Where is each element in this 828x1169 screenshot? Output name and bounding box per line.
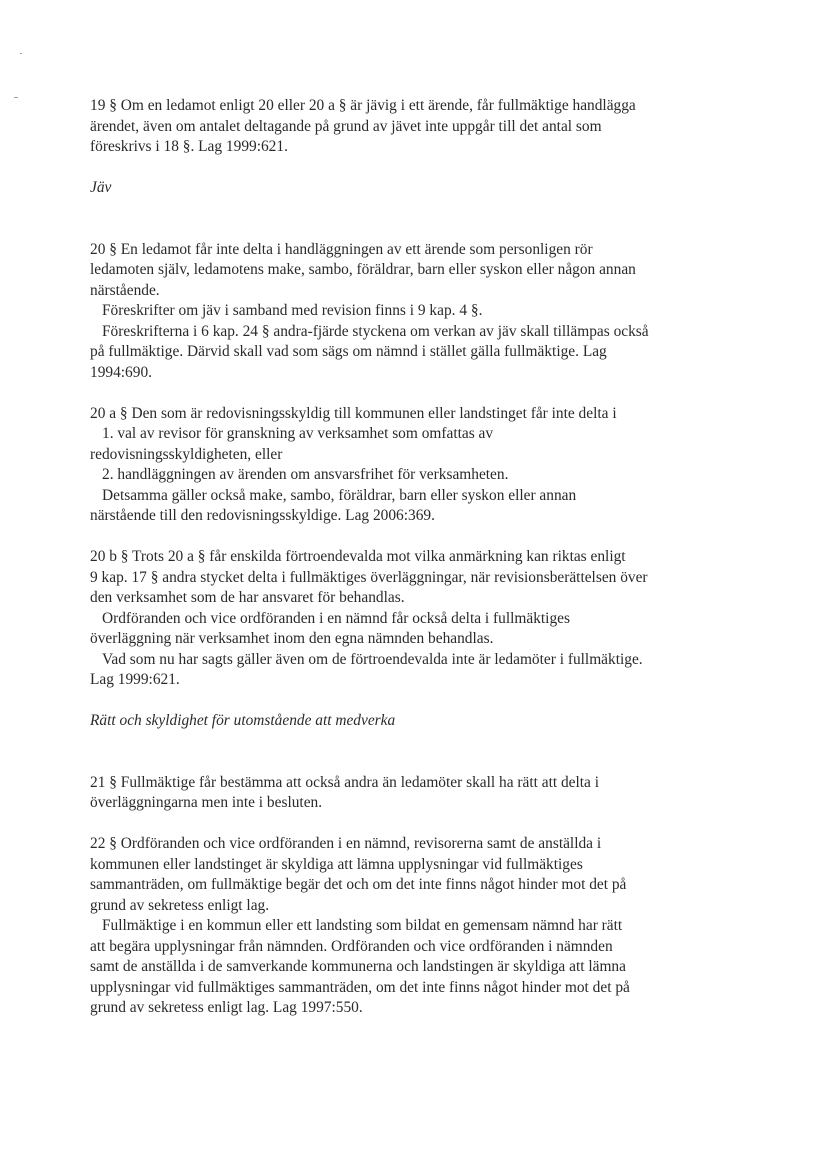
paragraph-gap	[90, 383, 730, 404]
paragraph	[90, 547, 730, 691]
text-line: 9 kap. 17 § andra stycket delta i fullmäktiges överläggningar, när revisionsberättelsen över	[90, 568, 648, 586]
text-line: överläggningarna men inte i besluten.	[90, 794, 323, 811]
text-line: 22 § Ordföranden och vice ordföranden i en nämnd, revisorerna samt de anställda i	[90, 835, 602, 852]
document-body	[90, 96, 730, 1019]
paragraph-gap	[90, 691, 730, 712]
text-line: 20 b § Trots 20 a § får enskilda förtroendevalda mot vilka anmärkning kan riktas enligt	[90, 548, 626, 565]
paragraph	[90, 834, 730, 1019]
text-line: 19 § Om en ledamot enligt 20 eller 20 a § är jävig i ett ärende, får fullmäktige handlägga	[90, 97, 636, 114]
text-line: Fullmäktige i en kommun eller ett landsting som bildat en gemensam nämnd har rätt	[102, 917, 623, 934]
text-line: på fullmäktige. Därvid skall vad som sägs om nämnd i stället gälla fullmäktige. Lag	[90, 343, 607, 360]
text-line: att begära upplysningar från nämnden. Ordföranden och vice ordföranden i nämnden	[90, 937, 613, 955]
text-line: den verksamhet som de har ansvaret för behandlas.	[90, 589, 405, 606]
text-line: samt de anställda i de samverkande kommunerna och landstingen är skyldiga att lämna	[90, 958, 626, 975]
text-line: överläggning när verksamhet inom den egna nämnden behandlas.	[90, 630, 494, 647]
paragraph	[90, 404, 730, 527]
text-line: Lag 1999:621.	[90, 671, 180, 688]
text-line: 1. val av revisor för granskning av verksamhet som omfattas av	[102, 425, 494, 442]
paragraph-gap	[90, 732, 730, 753]
text-line: Föreskrifterna i 6 kap. 24 § andra-fjärde styckena om verkan av jäv skall tillämpas också	[102, 322, 649, 340]
text-line: ledamoten själv, ledamotens make, sambo, föräldrar, barn eller syskon eller någon annan	[90, 261, 636, 278]
text-line: Ordföranden och vice ordföranden i en nämnd får också delta i fullmäktiges	[102, 609, 570, 627]
paragraph-gap	[90, 199, 730, 220]
paragraph-gap	[90, 158, 730, 179]
paragraph	[90, 96, 730, 158]
paragraph-gap	[90, 219, 730, 240]
paragraph-gap	[90, 814, 730, 835]
paragraph-gap	[90, 752, 730, 773]
paragraph	[90, 773, 730, 814]
text-line: redovisningsskyldigheten, eller	[90, 445, 283, 463]
text-line: upplysningar vid fullmäktiges sammanträden, om det inte finns något hinder mot det på	[90, 978, 630, 996]
text-line: närstående.	[90, 281, 160, 299]
text-line: Föreskrifter om jäv i samband med revision finns i 9 kap. 4 §.	[102, 302, 483, 319]
text-line: 2. handläggningen av ärenden om ansvarsfrihet för verksamheten.	[102, 466, 509, 483]
text-line: ärendet, även om antalet deltagande på grund av jävet inte uppgår till det antal som	[90, 117, 602, 135]
section-heading: Rätt och skyldighet för utomstående att medverka	[90, 712, 396, 729]
text-line: 1994:690.	[90, 363, 152, 381]
text-line: 20 a § Den som är redovisningsskyldig till kommunen eller landstinget får inte delta i	[90, 404, 617, 422]
text-line: närstående till den redovisningsskyldige. Lag 2006:369.	[90, 507, 435, 524]
paragraph-gap	[90, 527, 730, 548]
text-line: Detsamma gäller också make, sambo, föräldrar, barn eller syskon eller annan	[102, 486, 577, 504]
text-line: grund av sekretess enligt lag.	[90, 896, 270, 914]
text-line: grund av sekretess enligt lag. Lag 1997:550.	[90, 999, 363, 1016]
section-heading: Jäv	[90, 179, 112, 196]
text-line: 20 § En ledamot får inte delta i handläggningen av ett ärende som personligen rör	[90, 240, 593, 258]
scan-mark-top	[20, 53, 22, 54]
text-line: kommunen eller landstinget är skyldiga att lämna upplysningar vid fullmäktiges	[90, 855, 583, 873]
text-line: 21 § Fullmäktige får bestämma att också andra än ledamöter skall ha rätt att delta i	[90, 773, 599, 791]
scan-mark-left	[14, 97, 18, 98]
paragraph	[90, 240, 730, 384]
text-line: föreskrivs i 18 §. Lag 1999:621.	[90, 138, 288, 155]
text-line: sammanträden, om fullmäktige begär det och om det inte finns något hinder mot det på	[90, 876, 627, 893]
text-line: Vad som nu har sagts gäller även om de förtroendevalda inte är ledamöter i fullmäktige.	[102, 650, 643, 668]
